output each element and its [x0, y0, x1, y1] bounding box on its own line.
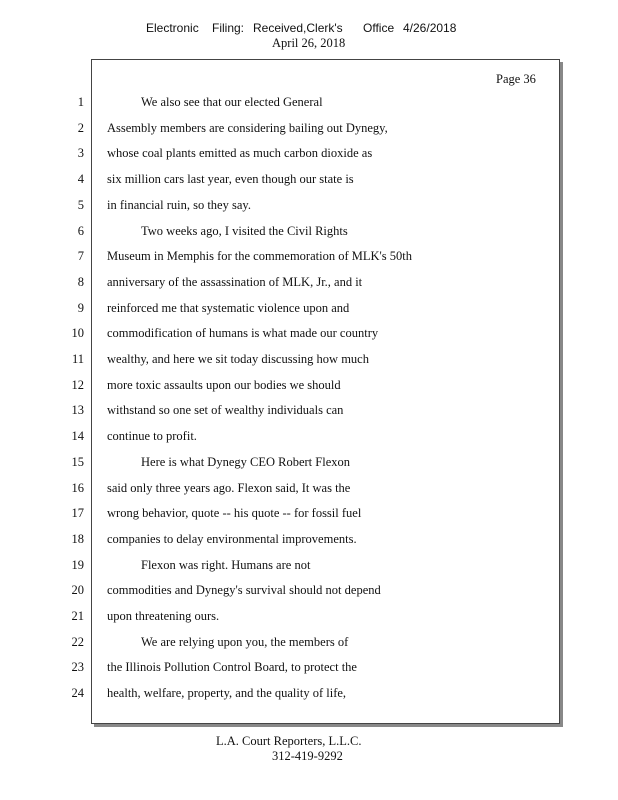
- line-number: 5: [77, 198, 84, 212]
- line-number: 9: [77, 301, 84, 315]
- transcript-line-text: in financial ruin, so they say.: [107, 198, 251, 212]
- transcript-line-text: Assembly members are considering bailing out Dynegy,: [107, 121, 388, 135]
- transcript-line-text: Two weeks ago, I visited the Civil Rights: [141, 224, 348, 238]
- transcript-line-text: anniversary of the assassination of MLK, Jr., and it: [107, 275, 363, 289]
- page-number: Page 36: [496, 72, 536, 86]
- transcript-line-text: We are relying upon you, the members of: [141, 635, 349, 649]
- stamp-office: Office: [363, 21, 395, 35]
- court-reporter-phone: 312-419-9292: [272, 749, 343, 763]
- transcript-line-text: reinforced me that systematic violence upon and: [107, 301, 350, 315]
- stamp-electronic: Electronic: [146, 21, 199, 35]
- transcript-line-text: commodities and Dynegy's survival should not depend: [107, 583, 381, 597]
- line-number: 21: [71, 609, 84, 623]
- line-number: 12: [71, 378, 84, 392]
- line-number: 3: [77, 146, 84, 160]
- transcript-line-text: wrong behavior, quote -- his quote -- for fossil fuel: [107, 506, 362, 520]
- line-number: 2: [77, 121, 84, 135]
- stamp-date: 4/26/2018: [403, 21, 457, 35]
- line-number: 24: [71, 686, 84, 700]
- line-number: 7: [77, 249, 84, 263]
- line-number: 14: [71, 429, 84, 443]
- transcript-line-text: Here is what Dynegy CEO Robert Flexon: [141, 455, 350, 469]
- transcript-line-text: commodification of humans is what made our country: [107, 326, 379, 340]
- transcript-date: April 26, 2018: [272, 36, 346, 50]
- line-number: 13: [71, 403, 84, 417]
- line-number: 8: [77, 275, 84, 289]
- line-number: 10: [71, 326, 84, 340]
- court-reporter-name: L.A. Court Reporters, L.L.C.: [216, 734, 362, 748]
- line-number: 11: [71, 352, 84, 366]
- transcript-line-text: continue to profit.: [107, 429, 197, 443]
- transcript-line-text: more toxic assaults upon our bodies we should: [107, 378, 341, 392]
- line-number: 6: [77, 224, 84, 238]
- transcript-line-text: companies to delay environmental improvements.: [107, 532, 357, 546]
- transcript-line-text: Museum in Memphis for the commemoration of MLK's 50th: [107, 249, 412, 263]
- transcript-line-text: Flexon was right. Humans are not: [141, 558, 311, 572]
- line-number: 4: [77, 172, 84, 186]
- transcript-line-text: wealthy, and here we sit today discussing how much: [107, 352, 369, 366]
- transcript-line-text: the Illinois Pollution Control Board, to protect the: [107, 660, 357, 674]
- line-number: 18: [71, 532, 84, 546]
- transcript-line-text: withstand so one set of wealthy individuals can: [107, 403, 344, 417]
- line-number: 15: [71, 455, 84, 469]
- line-number: 20: [71, 583, 84, 597]
- stamp-filing: Filing:: [212, 21, 245, 35]
- transcript-line-text: said only three years ago. Flexon said, It was the: [107, 481, 351, 495]
- line-number: 16: [71, 481, 84, 495]
- transcript-line-text: We also see that our elected General: [141, 95, 323, 109]
- transcript-line-text: upon threatening ours.: [107, 609, 220, 623]
- transcript-line-text: whose coal plants emitted as much carbon dioxide as: [107, 146, 373, 160]
- line-number: 23: [71, 660, 84, 674]
- stamp-received-clerks: Received,Clerk's: [253, 21, 343, 35]
- transcript-line-text: six million cars last year, even though our state is: [107, 172, 354, 186]
- line-number: 17: [71, 506, 84, 520]
- line-number: 1: [77, 95, 84, 109]
- line-number: 19: [71, 558, 84, 572]
- transcript-line-text: health, welfare, property, and the quality of life,: [107, 686, 347, 700]
- line-number: 22: [71, 635, 84, 649]
